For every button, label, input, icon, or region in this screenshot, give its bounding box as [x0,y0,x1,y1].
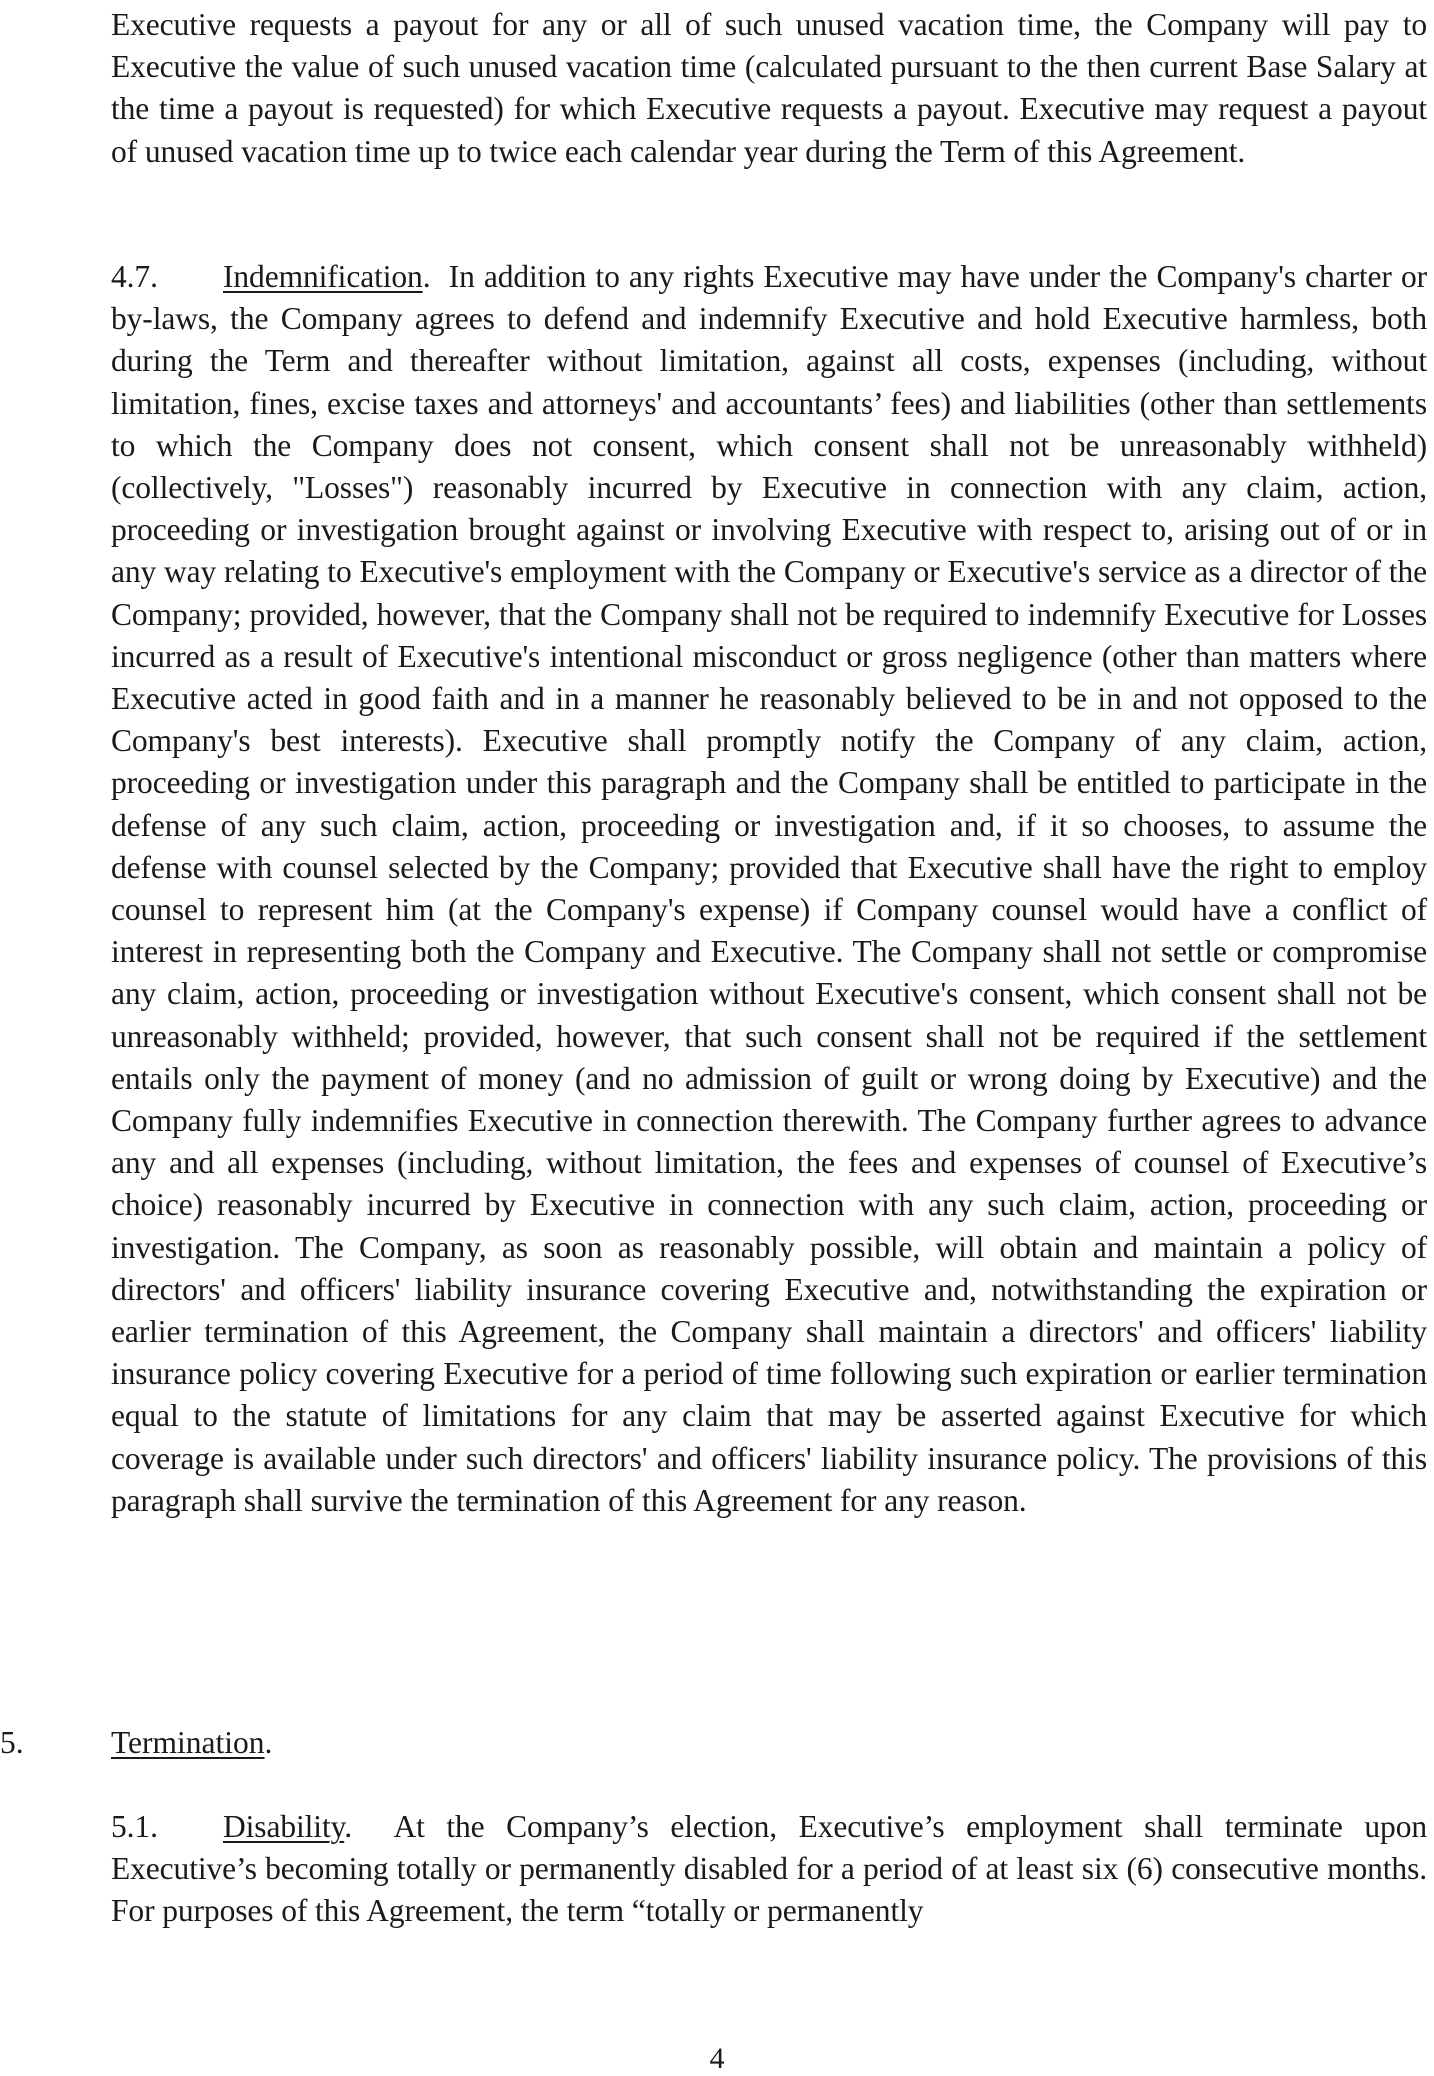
paragraph-vacation-payout-continuation: Executive requests a payout for any or all of such unused vacation time, the Company will pay to Executive the value of such unused vacation time (calculated pursuant to the then current Base Salary at the time a payout is requested) for which Executive requests a payout. Executive may request a payout of unused vacation time up to twice each calendar year during the Term of this Agreement. [111,7,1427,169]
section-heading-punctuation: . [422,259,431,294]
section-heading: Termination [111,1725,265,1760]
section-heading: Disability [223,1809,345,1844]
section-body: At the Company’s election, Executive’s employment shall terminate upon Executive’s becoming totally or permanently disabled for a period of at least six (6) consecutive months. For purposes of this Agreement, the term “totally or permanently [111,1809,1427,1929]
section-heading-punctuation: . [344,1809,352,1844]
section-4-7-indemnification [111,256,1427,1522]
page-number: 4 [709,2042,725,2075]
section-5-1-disability [111,1806,1427,1933]
section-number: 5.1. [111,1809,158,1844]
section-heading-punctuation: . [264,1725,273,1760]
section-body: In addition to any rights Executive may have under the Company's charter or by-laws, the Company agrees to defend and indemnify Executive and hold Executive harmless, both during the Term and thereafter without limitation, against all costs, expenses (including, without limitation, fines, excise taxes and attorneys' and accountants’ fees) and liabilities (other than settlements to which the Company does not consent, which consent shall not be unreasonably withheld) (collectively, "Losses") reasonably incurred by Executive in connection with any claim, action, proceeding or investigation brought against or involving Executive with respect to, arising out of or in any way relating to Executive's employment with the Company or Executive's service as a director of the Company; provided, however, that the Company shall not be required to indemnify Executive for Losses incurred as a result of Executive's intentional misconduct or gross negligence (other than matters where Executive acted in good faith and in a manner he reasonably believed to be in and not opposed to the Company's best interests). Executive shall promptly notify the Company of any claim, action, proceeding or investigation under this paragraph and the Company shall be entitled to participate in the defense of any such claim, action, proceeding or investigation and, if it so chooses, to assume the defense with counsel selected by the Company; provided that Executive shall have the right to employ counsel to represent him (at the Company's expense) if Company counsel would have a conflict of interest in representing both the Company and Executive. The Company shall not settle or compromise any claim, action, proceeding or investigation without Executive's consent, which consent shall not be unreasonably withheld; provided, however, that such consent shall not be required if the settlement entails only the payment of money (and no admission of guilt or wrong doing by Executive) and the Company fully indemnifies Executive in connection therewith. The Company further agrees to advance any and all expenses (including, without limitation, the fees and expenses of counsel of Executive’s choice) reasonably incurred by Executive in connection with any such claim, action, proceeding or investigation. The Company, as soon as reasonably possible, will obtain and maintain a policy of directors' and officers' liability insurance covering Executive and, notwithstanding the expiration or earlier termination of this Agreement, the Company shall maintain a directors' and officers' liability insurance policy covering Executive for a period of time following such expiration or earlier termination equal to the statute of limitations for any claim that may be asserted against Executive for which coverage is available under such directors' and officers' liability insurance policy. The provisions of this paragraph shall survive the termination of this Agreement for any reason. [111,259,1427,1518]
section-5-termination [0,1722,272,1764]
section-number: 5. [0,1725,24,1760]
section-number: 4.7. [111,259,158,294]
section-heading: Indemnification [223,259,423,294]
